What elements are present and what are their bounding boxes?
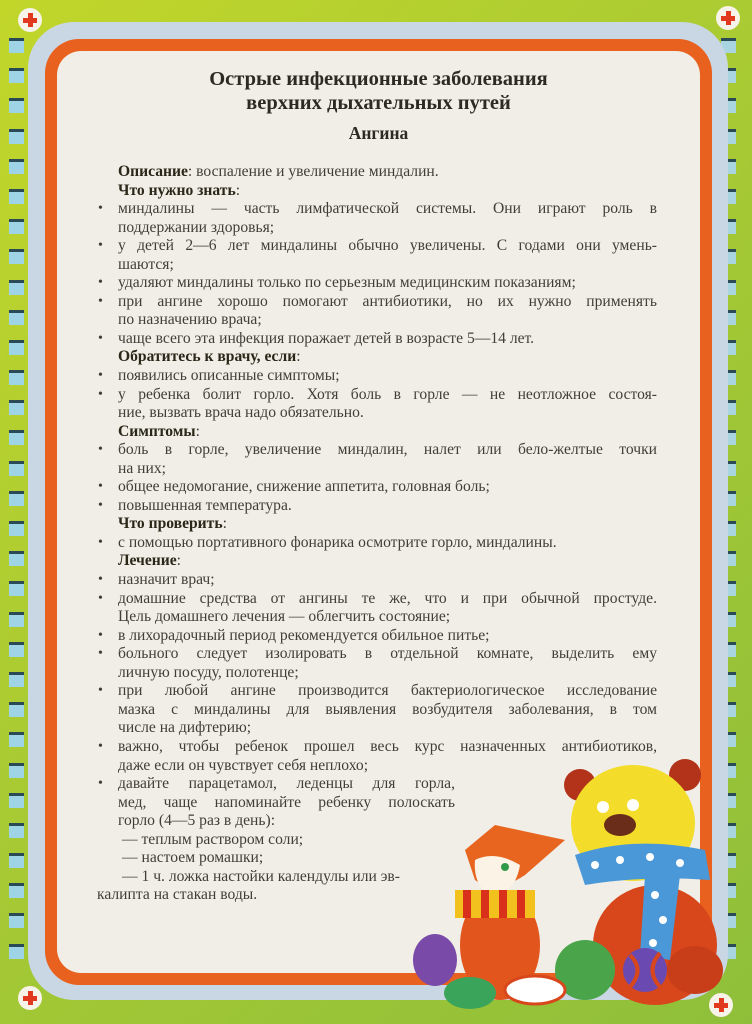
list-item bbox=[98, 200, 657, 237]
bullet-icon: • bbox=[98, 330, 103, 346]
binding-hole bbox=[9, 461, 24, 476]
line-text: — теплым раствором соли; bbox=[122, 830, 304, 848]
binding-hole bbox=[9, 732, 24, 747]
text-line bbox=[98, 645, 657, 664]
binding-hole bbox=[9, 38, 24, 53]
text-line bbox=[98, 571, 657, 590]
medical-cross-icon bbox=[716, 6, 740, 30]
line-text: боль в горле, увеличение миндалин, налет или бело-желтые точки bbox=[118, 441, 657, 459]
binding-hole bbox=[9, 249, 24, 264]
binding-hole bbox=[9, 491, 24, 506]
heading-line bbox=[118, 182, 657, 201]
binding-hole bbox=[9, 853, 24, 868]
list-item bbox=[98, 571, 657, 590]
list-item bbox=[98, 274, 657, 293]
line-text: числе на дифтерию; bbox=[118, 719, 252, 737]
text-line bbox=[98, 274, 657, 293]
line-text: калипта на стакан воды. bbox=[97, 886, 258, 904]
binding-hole bbox=[9, 823, 24, 838]
line-text: повышенная температура. bbox=[118, 496, 292, 514]
bullet-icon: • bbox=[98, 386, 103, 402]
line-text: появились описанные симптомы; bbox=[118, 367, 340, 385]
text-line bbox=[98, 329, 657, 349]
text-line bbox=[118, 701, 657, 720]
line-text: миндалины — часть лимфатической системы. Они играют роль в bbox=[118, 200, 657, 218]
binding-hole bbox=[9, 551, 24, 566]
bullet-icon: • bbox=[98, 479, 103, 495]
binding-hole bbox=[9, 581, 24, 596]
section-heading bbox=[118, 348, 657, 367]
binding-hole bbox=[9, 763, 24, 778]
line-text: чаще всего эта инфекция поражает детей в возрасте 5—14 лет. bbox=[118, 329, 535, 347]
text-line bbox=[98, 237, 657, 256]
bullet-icon: • bbox=[98, 572, 103, 588]
heading-label: Обратитесь к врачу, если bbox=[118, 348, 297, 366]
heading-text: : bbox=[222, 515, 227, 533]
line-text: — настоем ромашки; bbox=[122, 849, 264, 867]
line-text: — 1 ч. ложка настойки календулы или эв- bbox=[122, 867, 400, 885]
binding-hole bbox=[9, 310, 24, 325]
title-line-2: верхних дыхательных путей bbox=[246, 92, 511, 114]
binding-hole bbox=[9, 68, 24, 83]
list-item bbox=[98, 385, 657, 423]
text-line bbox=[98, 682, 657, 701]
text-line bbox=[98, 533, 657, 553]
text-line bbox=[98, 626, 657, 646]
line-text: мед, чаще напоминайте ребенку полоскать bbox=[118, 793, 455, 811]
line-text: домашние средства от ангины те же, что и при обычной простуде. bbox=[118, 589, 657, 607]
heading-label: Симптомы bbox=[118, 422, 196, 440]
text-line bbox=[98, 367, 657, 386]
line-text: больного следует изолировать в отдельной комнате, выделить ему bbox=[118, 645, 657, 663]
line-text: у детей 2—6 лет миндалины обычно увеличены. С годами они умень- bbox=[118, 237, 657, 255]
bullet-icon: • bbox=[98, 442, 103, 458]
line-text: в лихорадочный период рекомендуется обильное питье; bbox=[118, 626, 490, 644]
section-heading bbox=[118, 552, 657, 571]
line-text: при ангине хорошо помогают антибиотики, но их нужно применять bbox=[118, 292, 657, 310]
medical-cross-icon bbox=[18, 986, 42, 1010]
text-line bbox=[118, 219, 657, 238]
bullet-icon: • bbox=[98, 738, 103, 754]
section-heading bbox=[118, 182, 657, 201]
bullet-icon: • bbox=[98, 776, 103, 792]
binding-hole bbox=[9, 129, 24, 144]
text-line bbox=[118, 460, 657, 479]
binding-hole bbox=[9, 702, 24, 717]
line-text: шаются; bbox=[118, 255, 174, 273]
list-item bbox=[98, 441, 657, 478]
line-text: горло (4—5 раз в день): bbox=[118, 812, 276, 830]
list-item bbox=[98, 329, 657, 349]
heading-label: Что проверить bbox=[118, 515, 223, 533]
binding-hole bbox=[9, 944, 24, 959]
left-binding-holes bbox=[9, 38, 24, 974]
line-text: по назначению врача; bbox=[118, 311, 262, 329]
list-item bbox=[98, 237, 657, 274]
page-subtitle: Ангина bbox=[348, 123, 409, 143]
heading-line bbox=[118, 515, 657, 534]
text-line bbox=[98, 292, 657, 312]
section-heading bbox=[118, 423, 657, 442]
binding-hole bbox=[9, 189, 24, 204]
bullet-icon: • bbox=[98, 534, 103, 550]
line-text: мазка с миндалины для выявления возбудителя заболевания, в том bbox=[118, 700, 657, 718]
medical-cross-icon bbox=[18, 8, 42, 32]
binding-hole bbox=[9, 430, 24, 445]
text-line bbox=[98, 589, 657, 609]
binding-hole bbox=[9, 370, 24, 385]
line-text: даже если он чувствует себя неплохо; bbox=[118, 756, 369, 774]
bullet-icon: • bbox=[98, 201, 103, 217]
title-line-1: Острые инфекционные заболевания bbox=[209, 68, 548, 90]
list-item bbox=[98, 589, 657, 627]
binding-hole bbox=[9, 793, 24, 808]
text-line bbox=[118, 404, 657, 423]
bullet-icon: • bbox=[98, 627, 103, 643]
line-text: ние, вызвать врача надо обязательно. bbox=[118, 404, 364, 422]
heading-line bbox=[118, 552, 657, 571]
text-line bbox=[98, 200, 657, 219]
bear-and-fox-illustration bbox=[405, 755, 725, 1015]
line-text: поддержании здоровья; bbox=[118, 218, 275, 236]
line-text: личную посуду, полотенце; bbox=[118, 663, 299, 681]
binding-hole bbox=[9, 521, 24, 536]
list-item bbox=[98, 645, 657, 682]
line-text: Цель домашнего лечения — облегчить состояние; bbox=[118, 608, 451, 626]
binding-hole bbox=[9, 159, 24, 174]
line-text: важно, чтобы ребенок прошел весь курс назначенных антибиотиков, bbox=[118, 737, 657, 755]
heading-text: : bbox=[176, 552, 181, 570]
binding-hole bbox=[9, 642, 24, 657]
list-item bbox=[98, 478, 657, 497]
text-line bbox=[118, 256, 657, 275]
bullet-icon: • bbox=[98, 293, 103, 309]
section-heading bbox=[118, 515, 657, 534]
bullet-icon: • bbox=[98, 497, 103, 513]
heading-label: Лечение bbox=[118, 552, 177, 570]
bullet-icon: • bbox=[98, 275, 103, 291]
text-line bbox=[98, 441, 657, 460]
text-line bbox=[98, 478, 657, 497]
bullet-icon: • bbox=[98, 238, 103, 254]
section-heading bbox=[118, 163, 657, 182]
text-line bbox=[118, 719, 657, 738]
binding-hole bbox=[9, 672, 24, 687]
heading-line bbox=[118, 163, 657, 182]
heading-line bbox=[118, 348, 657, 367]
bullet-icon: • bbox=[98, 683, 103, 699]
text-line bbox=[118, 608, 657, 627]
binding-hole bbox=[9, 280, 24, 295]
heading-text: : воспаление и увеличение миндалин. bbox=[187, 163, 439, 180]
heading-text: : bbox=[195, 422, 200, 440]
line-text: давайте парацетамол, леденцы для горла, bbox=[118, 775, 455, 793]
bullet-icon: • bbox=[98, 368, 103, 384]
list-item bbox=[98, 292, 657, 330]
line-text: общее недомогание, снижение аппетита, головная боль; bbox=[118, 478, 490, 496]
text-line bbox=[118, 664, 657, 683]
line-text: с помощью портативного фонарика осмотрите горло, миндалины. bbox=[118, 533, 557, 551]
binding-hole bbox=[9, 913, 24, 928]
text-line bbox=[98, 496, 657, 516]
bullet-icon: • bbox=[98, 590, 103, 606]
text-line bbox=[118, 311, 657, 330]
bullet-icon: • bbox=[98, 646, 103, 662]
binding-hole bbox=[9, 612, 24, 627]
binding-hole bbox=[9, 883, 24, 898]
heading-line bbox=[118, 423, 657, 442]
line-text: при любой ангине производится бактериологическое исследование bbox=[118, 682, 657, 700]
binding-hole bbox=[9, 400, 24, 415]
heading-label: Описание bbox=[118, 163, 188, 180]
text-line bbox=[98, 737, 657, 757]
heading-text: : bbox=[235, 181, 241, 199]
binding-hole bbox=[9, 98, 24, 113]
heading-label: Что нужно знать bbox=[118, 181, 236, 199]
line-text: у ребенка болит горло. Хотя боль в горле — не неотложное состоя- bbox=[118, 385, 657, 403]
list-item bbox=[98, 626, 657, 646]
binding-hole bbox=[9, 340, 24, 355]
list-item bbox=[98, 682, 657, 738]
list-item bbox=[98, 533, 657, 553]
list-item bbox=[98, 496, 657, 516]
line-text: на них; bbox=[118, 459, 166, 477]
binding-hole bbox=[9, 219, 24, 234]
page-title bbox=[57, 67, 700, 115]
text-line bbox=[98, 385, 657, 405]
list-item bbox=[98, 367, 657, 386]
line-text: удаляют миндалины только по серьезным медицинским показаниям; bbox=[118, 274, 576, 292]
heading-text: : bbox=[296, 348, 301, 366]
line-text: назначит врач; bbox=[118, 571, 215, 589]
